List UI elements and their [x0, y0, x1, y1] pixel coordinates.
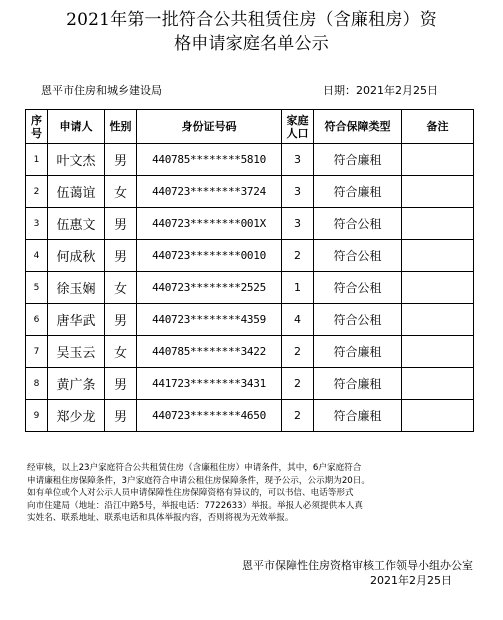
cell-household-size: 2 [282, 368, 314, 400]
cell-id-number: 440785********5810 [137, 144, 282, 176]
cell-seq: 9 [26, 400, 48, 432]
cell-sex: 男 [105, 144, 137, 176]
notice-line-1: 经审核，以上23户家庭符合公共租赁住房（含廉租住房）申请条件，其中，6户家庭符合 [27, 463, 362, 473]
cell-id-number: 440723********3724 [137, 176, 282, 208]
cell-id-number: 441723********3431 [137, 368, 282, 400]
cell-sex: 男 [105, 304, 137, 336]
cell-applicant-name: 徐玉娴 [48, 272, 105, 304]
cell-sex: 男 [105, 208, 137, 240]
cell-household-size: 3 [282, 208, 314, 240]
cell-applicant-name: 唐华武 [48, 304, 105, 336]
cell-household-size: 4 [282, 304, 314, 336]
cell-eligibility-type: 符合廉租 [314, 368, 402, 400]
cell-eligibility-type: 符合廉租 [314, 400, 402, 432]
cell-applicant-name: 郑少龙 [48, 400, 105, 432]
cell-remark [402, 368, 474, 400]
cell-id-number: 440723********001X [137, 208, 282, 240]
cell-household-size: 3 [282, 176, 314, 208]
document-title [0, 8, 503, 56]
cell-remark [402, 208, 474, 240]
cell-sex: 女 [105, 272, 137, 304]
cell-id-number: 440723********0010 [137, 240, 282, 272]
applicant-table [25, 109, 474, 432]
notice-line-3: 如有单位或个人对公示人员申请保障性住房保障资格有异议的，可以书信、电话等形式 [27, 488, 354, 499]
table-row [26, 176, 474, 208]
cell-id-number: 440723********4359 [137, 304, 282, 336]
title-line-2: 格申请家庭名单公示 [174, 34, 329, 54]
signing-office: 恩平市保障性住房资格审核工作领导小组办公室 [242, 559, 473, 572]
cell-id-number: 440723********2525 [137, 272, 282, 304]
cell-applicant-name: 吴玉云 [48, 336, 105, 368]
cell-household-size: 3 [282, 144, 314, 176]
cell-applicant-name: 黄广条 [48, 368, 105, 400]
column-header-remark: 备注 [402, 110, 474, 144]
table-row [26, 272, 474, 304]
cell-applicant-name: 何成秋 [48, 240, 105, 272]
title-line-1: 2021年第一批符合公共租赁住房（含廉租房）资 [66, 10, 437, 30]
table-row [26, 240, 474, 272]
cell-eligibility-type: 符合公租 [314, 208, 402, 240]
column-header-pop: 家庭人口 [282, 110, 314, 144]
cell-eligibility-type: 符合廉租 [314, 336, 402, 368]
cell-id-number: 440723********4650 [137, 400, 282, 432]
table-row [26, 336, 474, 368]
cell-seq: 1 [26, 144, 48, 176]
cell-eligibility-type: 符合公租 [314, 304, 402, 336]
table-row [26, 400, 474, 432]
column-header-name: 申请人 [48, 110, 105, 144]
cell-eligibility-type: 符合廉租 [314, 144, 402, 176]
cell-household-size: 2 [282, 240, 314, 272]
signing-date: 2021年2月25日 [370, 574, 452, 587]
cell-household-size: 2 [282, 336, 314, 368]
cell-household-size: 2 [282, 400, 314, 432]
cell-eligibility-type: 符合公租 [314, 272, 402, 304]
cell-eligibility-type: 符合廉租 [314, 176, 402, 208]
table-row [26, 368, 474, 400]
cell-sex: 女 [105, 176, 137, 208]
table-row [26, 144, 474, 176]
cell-id-number: 440785********3422 [137, 336, 282, 368]
cell-remark [402, 144, 474, 176]
cell-seq: 3 [26, 208, 48, 240]
notice-text [27, 462, 477, 525]
column-header-seq: 序号 [26, 110, 48, 144]
issue-date: 日期：2021年2月25日 [323, 84, 438, 97]
table-row [26, 304, 474, 336]
cell-seq: 8 [26, 368, 48, 400]
cell-eligibility-type: 符合公租 [314, 240, 402, 272]
issuing-organization: 恩平市住房和城乡建设局 [41, 84, 162, 97]
column-header-type: 符合保障类型 [314, 110, 402, 144]
cell-sex: 男 [105, 368, 137, 400]
table-row [26, 208, 474, 240]
cell-seq: 2 [26, 176, 48, 208]
cell-remark [402, 304, 474, 336]
cell-remark [402, 272, 474, 304]
cell-sex: 女 [105, 336, 137, 368]
cell-seq: 4 [26, 240, 48, 272]
cell-seq: 6 [26, 304, 48, 336]
cell-sex: 男 [105, 400, 137, 432]
cell-sex: 男 [105, 240, 137, 272]
cell-applicant-name: 伍蔼谊 [48, 176, 105, 208]
table-header-row [26, 110, 474, 144]
notice-line-5: 实姓名、联系地址、联系电话和具体举报内容，否则将视为无效举报。 [27, 513, 294, 524]
cell-remark [402, 400, 474, 432]
cell-remark [402, 176, 474, 208]
cell-seq: 5 [26, 272, 48, 304]
cell-applicant-name: 叶文杰 [48, 144, 105, 176]
cell-remark [402, 240, 474, 272]
column-header-sex: 性别 [105, 110, 137, 144]
cell-seq: 7 [26, 336, 48, 368]
cell-household-size: 1 [282, 272, 314, 304]
notice-line-4: 向市住建局（地址：沿江中路5号，举报电话：7722633）举报。举报人必须提供本人真 [27, 500, 363, 511]
cell-remark [402, 336, 474, 368]
column-header-id: 身份证号码 [137, 110, 282, 144]
cell-applicant-name: 伍惠文 [48, 208, 105, 240]
notice-line-2: 申请廉租住房保障条件，3户家庭符合申请公租住房保障条件，现予公示，公示期为20日。 [27, 475, 370, 486]
